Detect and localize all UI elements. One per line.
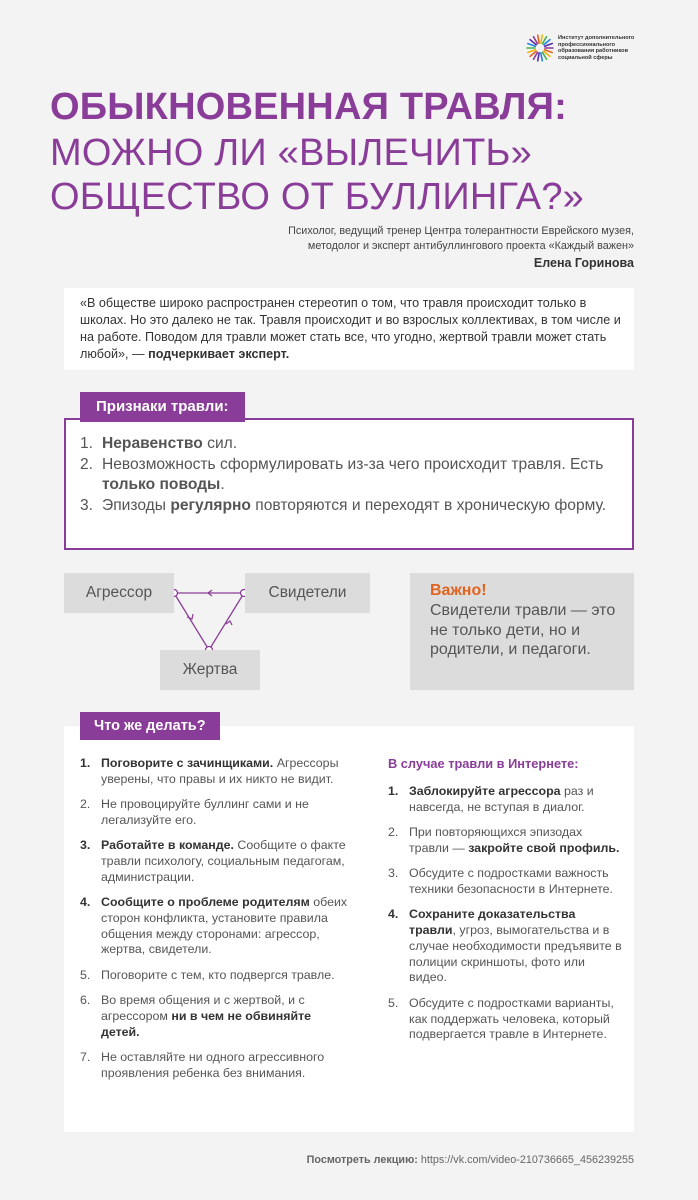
list-number: 7. xyxy=(80,1049,91,1064)
item-text: Обсудите с подростками важность техники безопасности в Интернете. xyxy=(409,866,613,896)
list-item xyxy=(80,756,350,788)
signs-list-item xyxy=(80,434,620,455)
list-number: 2. xyxy=(80,797,91,812)
role-witnesses: Свидетели xyxy=(245,573,370,613)
triangle-edge-left xyxy=(174,593,209,650)
logo-ray xyxy=(538,35,539,43)
logo-ray xyxy=(538,53,539,61)
role-victim: Жертва xyxy=(160,650,260,690)
page-title-line-1: ОБЫКНОВЕННАЯ ТРАВЛЯ: xyxy=(50,86,568,128)
list-item xyxy=(80,968,350,984)
item-emphasis: закройте свой профиль. xyxy=(468,840,620,855)
important-note xyxy=(410,573,634,690)
item-emphasis: Заблокируйте агрессора xyxy=(409,784,561,798)
important-text: Свидетели травли — это не только дети, но и родители, и педагоги. xyxy=(430,602,616,658)
item-text: Не оставляйте ни одного агрессивного проявления ребенка без внимания. xyxy=(101,1049,325,1080)
signs-list-item xyxy=(80,496,620,517)
sign-text: повторяются и переходят в хроническую форму. xyxy=(250,496,607,514)
list-number: 3. xyxy=(80,496,94,514)
author-block xyxy=(154,224,634,272)
important-title: Важно! xyxy=(430,582,487,599)
logo-ray xyxy=(541,53,542,61)
signs-panel xyxy=(64,418,634,550)
item-text: обеих сторон конфликта, установите правила общения между сторонами: агрессор, жертва, свидетели. xyxy=(101,895,348,957)
list-number: 1. xyxy=(80,756,91,770)
list-item xyxy=(80,895,350,958)
sign-emphasis: Неравенство xyxy=(102,435,203,452)
signs-list xyxy=(80,434,620,516)
item-text: Поговорите с тем, кто подвергся травле. xyxy=(101,967,335,982)
author-name: Елена Горинова xyxy=(533,256,634,270)
list-number: 5. xyxy=(80,967,91,982)
page-title-line-3: ОБЩЕСТВО ОТ БУЛЛИНГА?» xyxy=(50,176,585,218)
list-item xyxy=(80,797,350,829)
list-number: 2. xyxy=(388,825,399,840)
signs-heading: Признаки травли: xyxy=(80,392,245,422)
todo-panel xyxy=(64,726,634,1132)
quote-body: «В обществе широко распространен стереотип о том, что травля происходит только в школах. Но это далеко не так. Травля происходит и во взрослых коллективах, в том числе и на работе. Поводом для травли может стать все, что угодно, жертвой травли может стать любой», — xyxy=(80,296,621,361)
sign-text: . xyxy=(220,476,225,493)
sunburst-logo-icon xyxy=(526,34,554,62)
item-text: Сообщите о факте травли психологу, социальным педагогам, администрации. xyxy=(101,838,346,884)
list-number: 3. xyxy=(80,838,91,853)
item-emphasis: Работайте в команде. xyxy=(101,838,234,853)
institute-logo xyxy=(526,34,656,64)
lecture-link-label: Посмотреть лекцию: xyxy=(306,1154,418,1166)
list-item xyxy=(388,996,624,1043)
sign-emphasis: регулярно xyxy=(170,496,251,514)
author-role-line-1: Психолог, ведущий тренер Центра толерантности Еврейского музея, xyxy=(288,225,634,237)
list-item xyxy=(388,825,624,857)
item-text: Агрессоры уверены, что правы и их никто не видит. xyxy=(101,756,339,786)
institute-name: Институт дополнительного профессионального образования работников социальной сферы xyxy=(558,35,635,61)
author-role-line-2: методолог и эксперт антибуллингового проекта «Каждый важен» xyxy=(307,240,634,252)
quote-box xyxy=(64,288,634,370)
list-item xyxy=(80,993,350,1040)
sign-text: Эпизоды xyxy=(102,496,171,514)
item-emphasis: Сохраните доказательства травли xyxy=(409,907,576,938)
item-text: раз и навсегда, не вступая в диалог. xyxy=(409,784,594,814)
quote-text xyxy=(80,295,625,363)
signs-list-item xyxy=(80,455,620,496)
sign-text: Невозможность сформулировать из-за чего происходит травля. Есть xyxy=(102,455,604,473)
list-number: 4. xyxy=(388,907,399,922)
quote-emphasis: подчеркивает эксперт. xyxy=(148,347,290,361)
list-number: 2. xyxy=(80,455,94,473)
item-emphasis: Сообщите о проблеме родителям xyxy=(101,895,310,910)
page-title-line-2: МОЖНО ЛИ «ВЫЛЕЧИТЬ» xyxy=(50,132,532,174)
sign-emphasis: только поводы xyxy=(102,476,221,493)
logo-ray xyxy=(541,35,542,43)
item-text: , угроз, вымогательства и в случае необходимости предъявите в полиции скриншоты, фото или видео. xyxy=(409,923,622,985)
list-number: 3. xyxy=(388,866,399,881)
list-item xyxy=(388,907,624,986)
lecture-link[interactable]: https://vk.com/video-210736665_456239255 xyxy=(420,1154,634,1166)
list-number: 4. xyxy=(80,895,91,910)
todo-heading: Что же делать? xyxy=(80,712,220,740)
list-item xyxy=(388,784,624,816)
list-number: 1. xyxy=(388,784,399,798)
list-item xyxy=(80,1050,350,1082)
role-aggressor: Агрессор xyxy=(64,573,174,613)
list-item xyxy=(388,866,624,898)
list-item xyxy=(80,838,350,885)
item-text: Во время общения и с жертвой, и с агрессором xyxy=(101,993,305,1023)
item-text: При повторяющихся эпизодах травли — xyxy=(409,825,583,855)
item-text: Обсудите с подростками варианты, как поддержать человека, который подвергается травле в Интернете. xyxy=(409,995,614,1042)
list-number: 5. xyxy=(388,995,399,1010)
lecture-link-line xyxy=(307,1154,634,1166)
sign-text: сил. xyxy=(202,435,238,452)
list-number: 6. xyxy=(80,993,91,1008)
internet-todo-list xyxy=(388,784,624,1053)
triangle-edge-right xyxy=(209,593,244,650)
todo-list xyxy=(80,756,350,1091)
list-number: 1. xyxy=(80,435,94,452)
item-text: Не провоцируйте буллинг сами и не легализуйте его. xyxy=(101,797,309,827)
item-emphasis: ни в чем не обвиняйте детей. xyxy=(101,1008,312,1039)
internet-subheading: В случае травли в Интернете: xyxy=(388,756,579,771)
item-emphasis: Поговорите с зачинщиками. xyxy=(101,756,274,770)
